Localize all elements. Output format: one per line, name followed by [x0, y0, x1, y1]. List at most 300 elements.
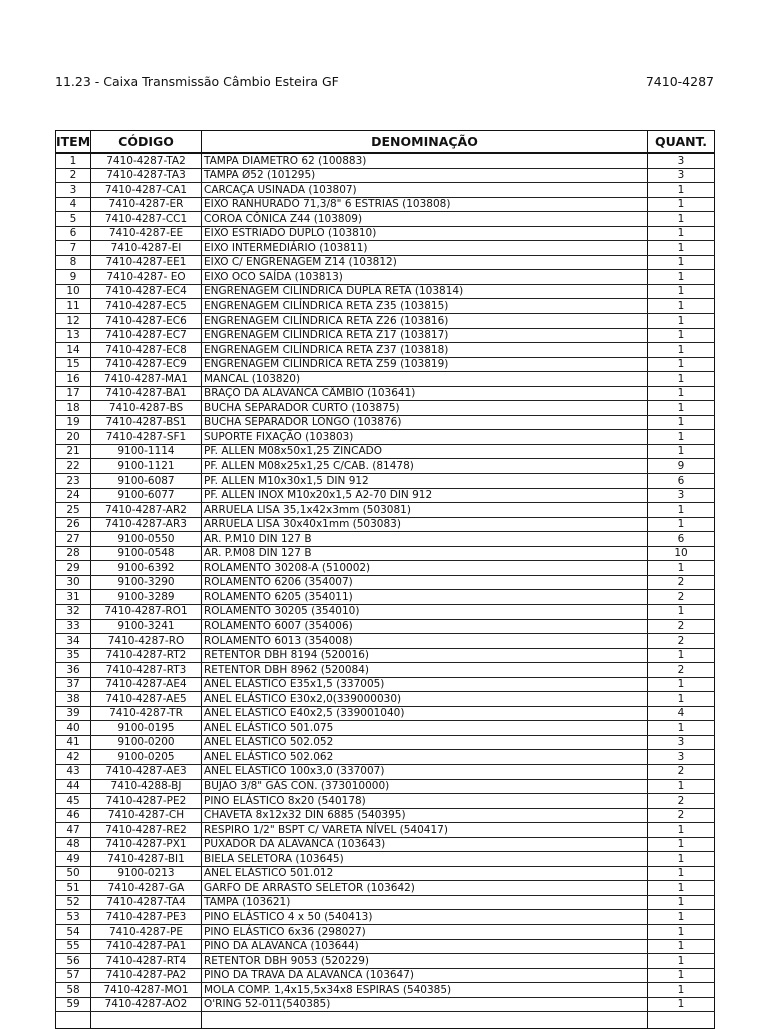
item-number-cell: 32	[56, 604, 91, 619]
item-number-cell: 27	[56, 532, 91, 547]
quantity-cell: 1	[648, 255, 715, 270]
description-cell: PF. ALLEN M08x25x1,25 C/CAB. (81478)	[202, 459, 648, 474]
quantity-cell: 1	[648, 910, 715, 925]
part-code-cell: 7410-4287-EC8	[91, 343, 202, 358]
part-code-cell: 7410-4287-RT2	[91, 648, 202, 663]
description-cell: BUCHA SEPARADOR CURTO (103875)	[202, 401, 648, 416]
description-cell: ANEL ELÁSTICO 502.062	[202, 750, 648, 765]
table-row	[56, 488, 715, 503]
part-code-cell: 7410-4287-AO2	[91, 997, 202, 1012]
item-number-cell: 54	[56, 924, 91, 939]
item-number-cell: 4	[56, 197, 91, 212]
description-cell: BUCHA SEPARADOR LONGO (103876)	[202, 415, 648, 430]
table-row	[56, 546, 715, 561]
quantity-cell: 1	[648, 983, 715, 998]
part-code-cell: 9100-0548	[91, 546, 202, 561]
part-code-cell: 7410-4287-PE	[91, 924, 202, 939]
part-code-cell: 7410-4287-EC6	[91, 314, 202, 329]
table-row	[56, 910, 715, 925]
part-code-cell: 9100-1114	[91, 444, 202, 459]
description-cell: BUJÃO 3/8" GÁS CON. (373010000)	[202, 779, 648, 794]
part-code-cell: 7410-4287-AE3	[91, 764, 202, 779]
item-number-cell: 5	[56, 212, 91, 227]
table-row	[56, 619, 715, 634]
part-code-cell: 7410-4287-MA1	[91, 372, 202, 387]
quantity-cell: 1	[648, 386, 715, 401]
table-row	[56, 997, 715, 1012]
quantity-cell: 1	[648, 924, 715, 939]
description-cell: ANEL ELÁSTICO 501.012	[202, 866, 648, 881]
part-code-cell: 7410-4287-EC7	[91, 328, 202, 343]
table-row	[56, 968, 715, 983]
part-code-cell: 7410-4287-PE3	[91, 910, 202, 925]
part-code-cell: 7410-4287-CH	[91, 808, 202, 823]
item-number-cell: 14	[56, 343, 91, 358]
description-cell: PINO ELÁSTICO 8x20 (540178)	[202, 794, 648, 809]
item-number-cell: 51	[56, 881, 91, 896]
table-row	[56, 924, 715, 939]
description-cell: CARCAÇA USINADA (103807)	[202, 183, 648, 198]
description-cell: ENGRENAGEM CILÍNDRICA RETA Z59 (103819)	[202, 357, 648, 372]
quantity-cell: 1	[648, 226, 715, 241]
table-row	[56, 895, 715, 910]
description-cell: ROLAMENTO 6007 (354006)	[202, 619, 648, 634]
item-number-cell: 25	[56, 503, 91, 518]
quantity-cell: 1	[648, 561, 715, 576]
quantity-cell: 1	[648, 503, 715, 518]
header-row	[56, 131, 715, 154]
quantity-cell: 1	[648, 823, 715, 838]
description-cell: CHAVETA 8x12x32 DIN 6885 (540395)	[202, 808, 648, 823]
item-number-cell: 8	[56, 255, 91, 270]
part-code-cell: 7410-4287-EC9	[91, 357, 202, 372]
description-cell: ROLAMENTO 6206 (354007)	[202, 575, 648, 590]
item-number-cell: 15	[56, 357, 91, 372]
description-cell: ANEL ELÁSTICO E35x1,5 (337005)	[202, 677, 648, 692]
item-number-cell: 22	[56, 459, 91, 474]
table-row	[56, 343, 715, 358]
description-cell: ENGRENAGEM CILÍNDRICA RETA Z35 (103815)	[202, 299, 648, 314]
description-cell: ANEL ELÁSTICO E40x2,5 (339001040)	[202, 706, 648, 721]
table-row	[56, 750, 715, 765]
item-number-cell: 23	[56, 474, 91, 489]
item-number-cell: 49	[56, 852, 91, 867]
part-code-cell: 9100-0200	[91, 735, 202, 750]
table-row	[56, 648, 715, 663]
quantity-cell: 1	[648, 866, 715, 881]
part-code-cell: 7410-4287-CC1	[91, 212, 202, 227]
quantity-cell: 1	[648, 837, 715, 852]
quantity-cell: 10	[648, 546, 715, 561]
item-number-cell: 33	[56, 619, 91, 634]
quantity-cell: 1	[648, 284, 715, 299]
quantity-cell: 1	[648, 779, 715, 794]
item-number-cell: 56	[56, 954, 91, 969]
empty-cell	[56, 1012, 91, 1029]
table-row	[56, 590, 715, 605]
table-row	[56, 299, 715, 314]
description-cell: ROLAMENTO 6205 (354011)	[202, 590, 648, 605]
part-code-cell: 7410-4287-BI1	[91, 852, 202, 867]
item-number-cell: 9	[56, 270, 91, 285]
item-number-cell: 29	[56, 561, 91, 576]
description-cell: TAMPA DIAMETRO 62 (100883)	[202, 153, 648, 168]
page-title: 11.23 - Caixa Transmissão Câmbio Esteira GF	[55, 74, 339, 89]
quantity-cell: 1	[648, 692, 715, 707]
table-row	[56, 663, 715, 678]
description-cell: PF. ALLEN INOX M10x20x1,5 A2-70 DIN 912	[202, 488, 648, 503]
table-row	[56, 532, 715, 547]
quantity-cell: 1	[648, 881, 715, 896]
table-row	[56, 983, 715, 998]
quantity-cell: 2	[648, 590, 715, 605]
item-number-cell: 13	[56, 328, 91, 343]
item-number-cell: 30	[56, 575, 91, 590]
part-code-cell: 7410-4287-AR2	[91, 503, 202, 518]
description-cell: ROLAMENTO 30208-A (510002)	[202, 561, 648, 576]
part-code-cell: 7410-4287-RO1	[91, 604, 202, 619]
table-row	[56, 212, 715, 227]
quantity-cell: 1	[648, 415, 715, 430]
description-cell: PINO ELÁSTICO 6x36 (298027)	[202, 924, 648, 939]
empty-cell	[648, 1012, 715, 1029]
quantity-cell: 1	[648, 648, 715, 663]
quantity-cell: 1	[648, 968, 715, 983]
description-cell: EIXO RANHURADO 71,3/8" 6 ESTRIAS (103808)	[202, 197, 648, 212]
quantity-cell: 1	[648, 241, 715, 256]
item-number-cell: 59	[56, 997, 91, 1012]
description-cell: PF. ALLEN M10x30x1,5 DIN 912	[202, 474, 648, 489]
item-number-cell: 41	[56, 735, 91, 750]
table-row	[56, 779, 715, 794]
column-header-item: ITEM	[56, 131, 91, 154]
table-row	[56, 634, 715, 649]
table-row	[56, 430, 715, 445]
item-number-cell: 35	[56, 648, 91, 663]
description-cell: SUPORTE FIXAÇÃO (103803)	[202, 430, 648, 445]
table-row	[56, 183, 715, 198]
table-row	[56, 561, 715, 576]
quantity-cell: 1	[648, 604, 715, 619]
column-header-description: DENOMINAÇÃO	[202, 131, 648, 154]
description-cell: PF. ALLEN M08x50x1,25 ZINCADO	[202, 444, 648, 459]
description-cell: ANEL ELÁSTICO 501.075	[202, 721, 648, 736]
quantity-cell: 1	[648, 997, 715, 1012]
description-cell: PINO ELÁSTICO 4 x 50 (540413)	[202, 910, 648, 925]
part-code-cell: 9100-0195	[91, 721, 202, 736]
quantity-cell: 1	[648, 328, 715, 343]
quantity-cell: 1	[648, 372, 715, 387]
item-number-cell: 39	[56, 706, 91, 721]
quantity-cell: 3	[648, 168, 715, 183]
item-number-cell: 26	[56, 517, 91, 532]
description-cell: RESPIRO 1/2" BSPT C/ VARETA NÍVEL (540417)	[202, 823, 648, 838]
table-row	[56, 153, 715, 168]
table-row	[56, 284, 715, 299]
table-row	[56, 503, 715, 518]
table-row	[56, 939, 715, 954]
item-number-cell: 55	[56, 939, 91, 954]
table-row	[56, 255, 715, 270]
table-row	[56, 517, 715, 532]
part-code-cell: 7410-4287-AE5	[91, 692, 202, 707]
quantity-cell: 1	[648, 677, 715, 692]
part-code-cell: 7410-4287-EE1	[91, 255, 202, 270]
part-code-cell: 7410-4287-RT3	[91, 663, 202, 678]
item-number-cell: 53	[56, 910, 91, 925]
part-code-cell: 7410-4287- EO	[91, 270, 202, 285]
item-number-cell: 20	[56, 430, 91, 445]
description-cell: ENGRENAGEM CILÍNDRICA RETA Z17 (103817)	[202, 328, 648, 343]
item-number-cell: 47	[56, 823, 91, 838]
item-number-cell: 1	[56, 153, 91, 168]
part-code-cell: 7410-4287-TA4	[91, 895, 202, 910]
table-row	[56, 808, 715, 823]
quantity-cell: 2	[648, 808, 715, 823]
table-row	[56, 474, 715, 489]
table-row	[56, 866, 715, 881]
description-cell: MANCAL (103820)	[202, 372, 648, 387]
description-cell: BRAÇO DA ALAVANCA CÂMBIO (103641)	[202, 386, 648, 401]
part-code-cell: 7410-4287-SF1	[91, 430, 202, 445]
quantity-cell: 3	[648, 153, 715, 168]
description-cell: BIELA SELETORA (103645)	[202, 852, 648, 867]
quantity-cell: 2	[648, 764, 715, 779]
table-row	[56, 197, 715, 212]
table-row	[56, 794, 715, 809]
part-code-cell: 7410-4287-PA1	[91, 939, 202, 954]
table-row	[56, 444, 715, 459]
table-row	[56, 386, 715, 401]
quantity-cell: 1	[648, 852, 715, 867]
table-row	[56, 837, 715, 852]
description-cell: AR. P.M08 DIN 127 B	[202, 546, 648, 561]
quantity-cell: 3	[648, 735, 715, 750]
part-code-cell: 7410-4287-AE4	[91, 677, 202, 692]
quantity-cell: 1	[648, 939, 715, 954]
description-cell: ANEL ELÁSTICO E30x2,0(339000030)	[202, 692, 648, 707]
item-number-cell: 38	[56, 692, 91, 707]
quantity-cell: 2	[648, 634, 715, 649]
description-cell: ENGRENAGEM CILÍNDRICA RETA Z37 (103818)	[202, 343, 648, 358]
description-cell: ENGRENAGEM CILÍNDRICA DUPLA RETA (103814)	[202, 284, 648, 299]
part-code-cell: 9100-0550	[91, 532, 202, 547]
description-cell: TAMPA (103621)	[202, 895, 648, 910]
description-cell: COROA CÔNICA Z44 (103809)	[202, 212, 648, 227]
part-code-cell: 9100-3289	[91, 590, 202, 605]
empty-cell	[91, 1012, 202, 1029]
table-row	[56, 241, 715, 256]
item-number-cell: 50	[56, 866, 91, 881]
description-cell: RETENTOR DBH 8962 (520084)	[202, 663, 648, 678]
item-number-cell: 7	[56, 241, 91, 256]
item-number-cell: 40	[56, 721, 91, 736]
item-number-cell: 2	[56, 168, 91, 183]
quantity-cell: 1	[648, 895, 715, 910]
item-number-cell: 34	[56, 634, 91, 649]
item-number-cell: 42	[56, 750, 91, 765]
item-number-cell: 44	[56, 779, 91, 794]
table-row	[56, 459, 715, 474]
description-cell: ANEL ELÁSTICO 502.052	[202, 735, 648, 750]
description-cell: ENGRENAGEM CILÍNDRICA RETA Z26 (103816)	[202, 314, 648, 329]
part-code-cell: 9100-0213	[91, 866, 202, 881]
table-row	[56, 226, 715, 241]
item-number-cell: 17	[56, 386, 91, 401]
quantity-cell: 2	[648, 575, 715, 590]
table-row	[56, 604, 715, 619]
quantity-cell: 9	[648, 459, 715, 474]
quantity-cell: 2	[648, 663, 715, 678]
item-number-cell: 37	[56, 677, 91, 692]
document-header	[55, 74, 714, 92]
part-code-cell: 7410-4287-AR3	[91, 517, 202, 532]
description-cell: EIXO ESTRIADO DUPLO (103810)	[202, 226, 648, 241]
part-code-cell: 9100-6392	[91, 561, 202, 576]
item-number-cell: 6	[56, 226, 91, 241]
quantity-cell: 1	[648, 721, 715, 736]
part-code-cell: 7410-4287-EE	[91, 226, 202, 241]
quantity-cell: 1	[648, 357, 715, 372]
description-cell: ROLAMENTO 30205 (354010)	[202, 604, 648, 619]
item-number-cell: 52	[56, 895, 91, 910]
item-number-cell: 48	[56, 837, 91, 852]
quantity-cell: 6	[648, 474, 715, 489]
part-code-cell: 7410-4287-TR	[91, 706, 202, 721]
part-code-cell: 7410-4287-RE2	[91, 823, 202, 838]
quantity-cell: 1	[648, 299, 715, 314]
quantity-cell: 1	[648, 954, 715, 969]
description-cell: AR. P.M10 DIN 127 B	[202, 532, 648, 547]
quantity-cell: 1	[648, 401, 715, 416]
empty-row	[56, 1012, 715, 1029]
item-number-cell: 28	[56, 546, 91, 561]
quantity-cell: 1	[648, 444, 715, 459]
item-number-cell: 10	[56, 284, 91, 299]
quantity-cell: 1	[648, 212, 715, 227]
quantity-cell: 3	[648, 750, 715, 765]
item-number-cell: 21	[56, 444, 91, 459]
item-number-cell: 24	[56, 488, 91, 503]
part-code-cell: 7410-4287-EC4	[91, 284, 202, 299]
assembly-code: 7410-4287	[645, 74, 714, 89]
description-cell: PINO DA ALAVANCA (103644)	[202, 939, 648, 954]
quantity-cell: 6	[648, 532, 715, 547]
table-row	[56, 168, 715, 183]
part-code-cell: 9100-6087	[91, 474, 202, 489]
part-code-cell: 7410-4287-RO	[91, 634, 202, 649]
table-row	[56, 357, 715, 372]
table-row	[56, 372, 715, 387]
item-number-cell: 18	[56, 401, 91, 416]
table-row	[56, 735, 715, 750]
description-cell: ROLAMENTO 6013 (354008)	[202, 634, 648, 649]
table-row	[56, 314, 715, 329]
table-row	[56, 692, 715, 707]
item-number-cell: 31	[56, 590, 91, 605]
part-code-cell: 7410-4287-GA	[91, 881, 202, 896]
part-code-cell: 7410-4287-PA2	[91, 968, 202, 983]
table-row	[56, 677, 715, 692]
description-cell: PINO DA TRAVA DA ALAVANCA (103647)	[202, 968, 648, 983]
part-code-cell: 7410-4287-TA3	[91, 168, 202, 183]
column-header-quantity: QUANT.	[648, 131, 715, 154]
part-code-cell: 7410-4287-BS	[91, 401, 202, 416]
quantity-cell: 4	[648, 706, 715, 721]
part-code-cell: 7410-4287-PX1	[91, 837, 202, 852]
part-code-cell: 7410-4287-ER	[91, 197, 202, 212]
quantity-cell: 1	[648, 270, 715, 285]
item-number-cell: 45	[56, 794, 91, 809]
part-code-cell: 9100-3290	[91, 575, 202, 590]
item-number-cell: 12	[56, 314, 91, 329]
description-cell: RETENTOR DBH 9053 (520229)	[202, 954, 648, 969]
table-body	[56, 153, 715, 1029]
part-code-cell: 7410-4287-MO1	[91, 983, 202, 998]
quantity-cell: 1	[648, 430, 715, 445]
part-code-cell: 9100-3241	[91, 619, 202, 634]
description-cell: EIXO C/ ENGRENAGEM Z14 (103812)	[202, 255, 648, 270]
part-code-cell: 7410-4287-BS1	[91, 415, 202, 430]
item-number-cell: 19	[56, 415, 91, 430]
column-header-code: CÓDIGO	[91, 131, 202, 154]
part-code-cell: 7410-4287-EI	[91, 241, 202, 256]
item-number-cell: 58	[56, 983, 91, 998]
part-code-cell: 7410-4287-PE2	[91, 794, 202, 809]
item-number-cell: 57	[56, 968, 91, 983]
part-code-cell: 9100-6077	[91, 488, 202, 503]
table-row	[56, 401, 715, 416]
quantity-cell: 1	[648, 314, 715, 329]
table-row	[56, 575, 715, 590]
part-code-cell: 9100-1121	[91, 459, 202, 474]
quantity-cell: 3	[648, 488, 715, 503]
parts-list-table	[55, 130, 715, 1029]
table-row	[56, 852, 715, 867]
description-cell: EIXO INTERMEDIÁRIO (103811)	[202, 241, 648, 256]
description-cell: RETENTOR DBH 8194 (520016)	[202, 648, 648, 663]
table-row	[56, 415, 715, 430]
part-code-cell: 7410-4287-EC5	[91, 299, 202, 314]
item-number-cell: 43	[56, 764, 91, 779]
quantity-cell: 1	[648, 343, 715, 358]
quantity-cell: 1	[648, 517, 715, 532]
empty-cell	[202, 1012, 648, 1029]
description-cell: MOLA COMP. 1,4x15,5x34x8 ESPIRAS (540385)	[202, 983, 648, 998]
item-number-cell: 36	[56, 663, 91, 678]
description-cell: ARRUELA LISA 30x40x1mm (503083)	[202, 517, 648, 532]
description-cell: ARRUELA LISA 35,1x42x3mm (503081)	[202, 503, 648, 518]
description-cell: TAMPA Ø52 (101295)	[202, 168, 648, 183]
table-row	[56, 954, 715, 969]
table-row	[56, 823, 715, 838]
part-code-cell: 7410-4288-BJ	[91, 779, 202, 794]
table-row	[56, 881, 715, 896]
quantity-cell: 2	[648, 794, 715, 809]
item-number-cell: 46	[56, 808, 91, 823]
table-row	[56, 721, 715, 736]
item-number-cell: 11	[56, 299, 91, 314]
table-row	[56, 270, 715, 285]
table-row	[56, 764, 715, 779]
part-code-cell: 9100-0205	[91, 750, 202, 765]
part-code-cell: 7410-4287-BA1	[91, 386, 202, 401]
quantity-cell: 2	[648, 619, 715, 634]
description-cell: O'RING 52-011(540385)	[202, 997, 648, 1012]
part-code-cell: 7410-4287-RT4	[91, 954, 202, 969]
description-cell: GARFO DE ARRASTO SELETOR (103642)	[202, 881, 648, 896]
part-code-cell: 7410-4287-TA2	[91, 153, 202, 168]
